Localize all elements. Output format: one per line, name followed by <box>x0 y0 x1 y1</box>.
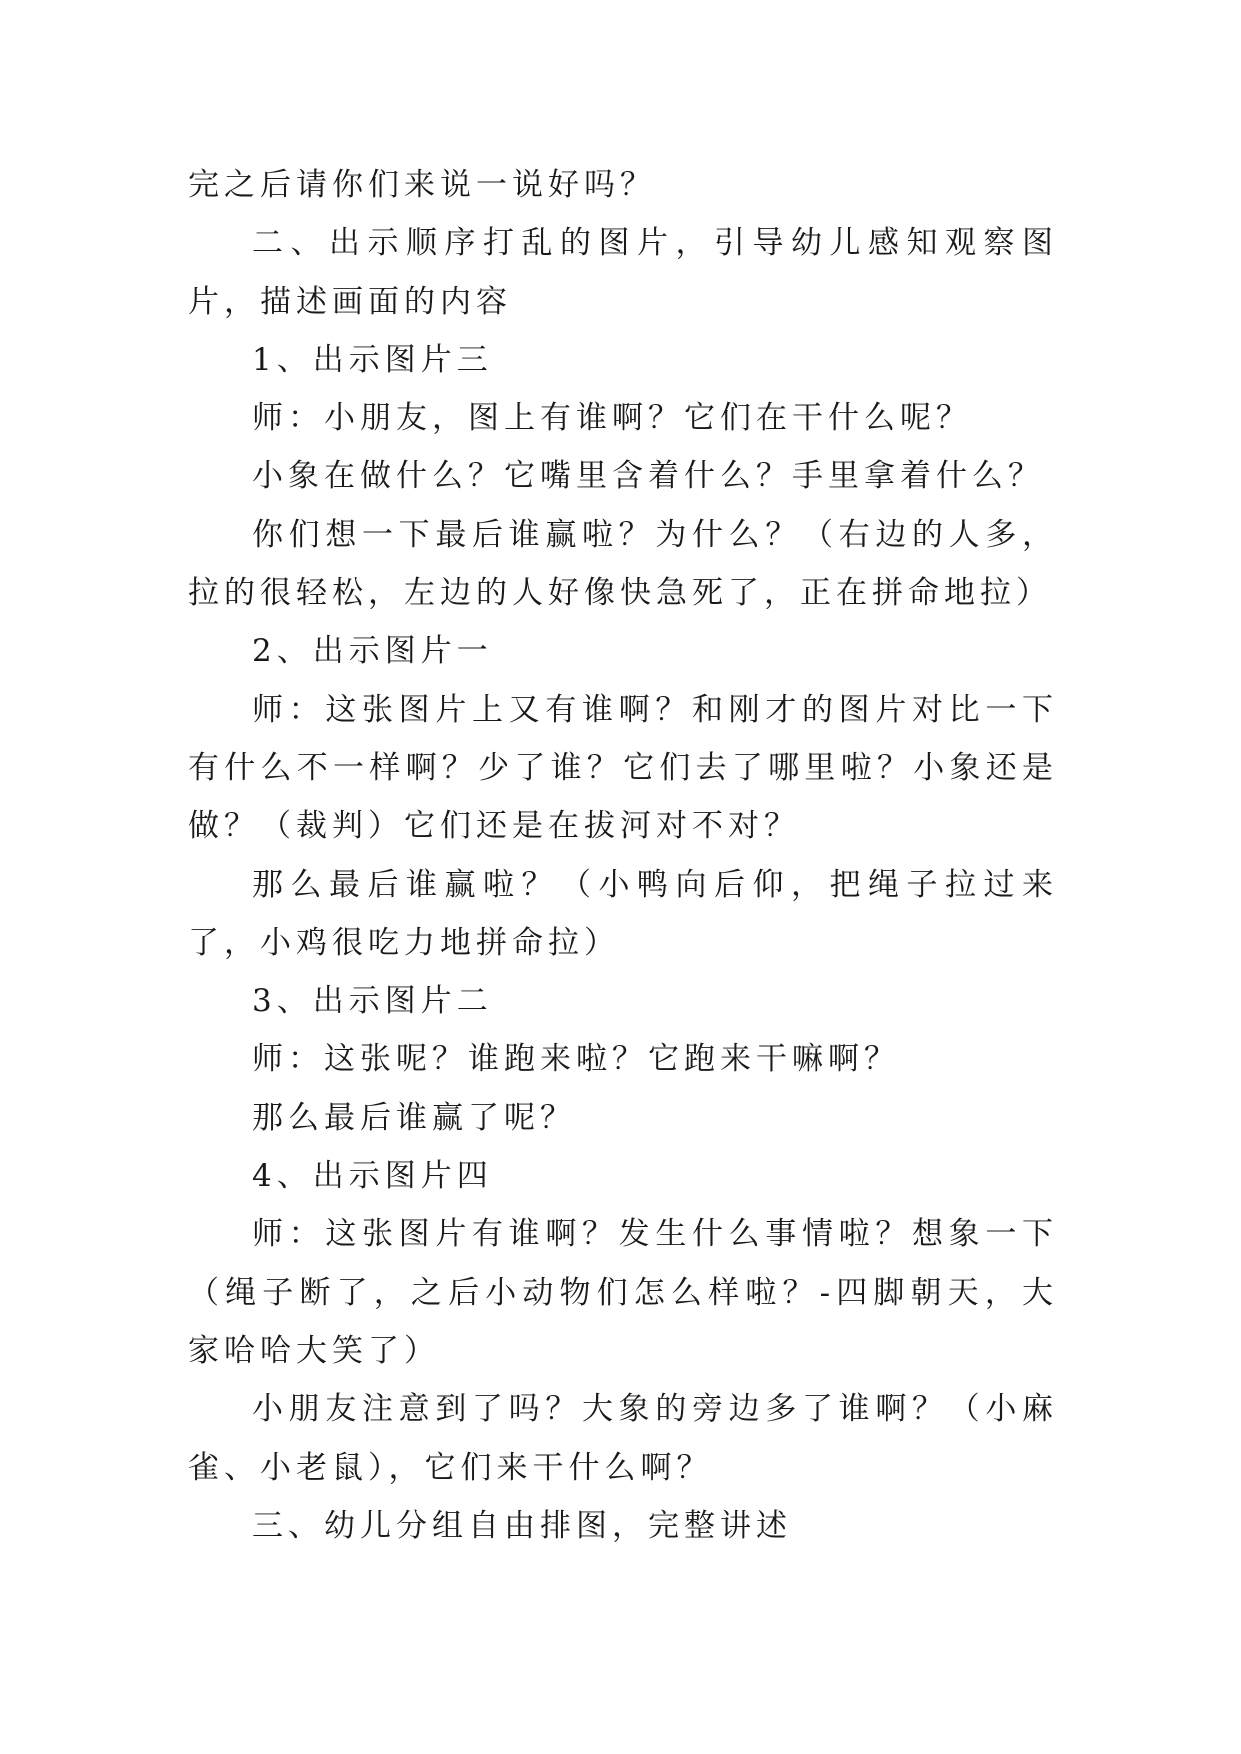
paragraph-step-three: 3、出示图片二 <box>252 983 493 1020</box>
paragraph-teacher-question-3: 师：这张呢？谁跑来啦？它跑来干嘛啊？ <box>252 1041 900 1078</box>
paragraph-step-four: 4、出示图片四 <box>252 1158 493 1195</box>
paragraph-section-two-heading: 二、出示顺序打乱的图片，引导幼儿感知观察图片，描述画面的内容 <box>188 225 1058 320</box>
paragraph-continuation: 完之后请你们来说一说好吗？ <box>188 167 656 203</box>
paragraph-who-won-3: 那么最后谁赢了呢？ <box>252 1099 576 1136</box>
document-body <box>188 156 1058 1555</box>
paragraph-step-two: 2、出示图片一 <box>252 633 493 670</box>
paragraph-teacher-question-1: 师：小朋友，图上有谁啊？它们在干什么呢？ <box>252 400 972 437</box>
paragraph-teacher-question-2: 师：这张图片上又有谁啊？和刚才的图片对比一下有什么不一样啊？少了谁？它们去了哪里啦？小象还是做？（裁判）它们还是在拔河对不对？ <box>188 691 1058 845</box>
paragraph-teacher-question-4: 师：这张图片有谁啊？发生什么事情啦？想象一下（绳子断了，之后小动物们怎么样啦？-四脚朝天，大家哈哈大笑了） <box>188 1216 1058 1369</box>
paragraph-section-three-heading: 三、幼儿分组自由排图，完整讲述 <box>252 1507 792 1544</box>
paragraph-who-won-2: 那么最后谁赢啦？（小鸭向后仰，把绳子拉过来了，小鸡很吃力地拼命拉） <box>188 866 1058 961</box>
paragraph-notice-question: 小朋友注意到了吗？大象的旁边多了谁啊？（小麻雀、小老鼠），它们来干什么啊？ <box>188 1391 1058 1486</box>
paragraph-who-won-1: 你们想一下最后谁赢啦？为什么？（右边的人多，拉的很轻松，左边的人好像快急死了，正在拼命地拉） <box>188 516 1058 612</box>
paragraph-elephant-question: 小象在做什么？它嘴里含着什么？手里拿着什么？ <box>252 458 1044 495</box>
paragraph-step-one: 1、出示图片三 <box>252 341 493 378</box>
